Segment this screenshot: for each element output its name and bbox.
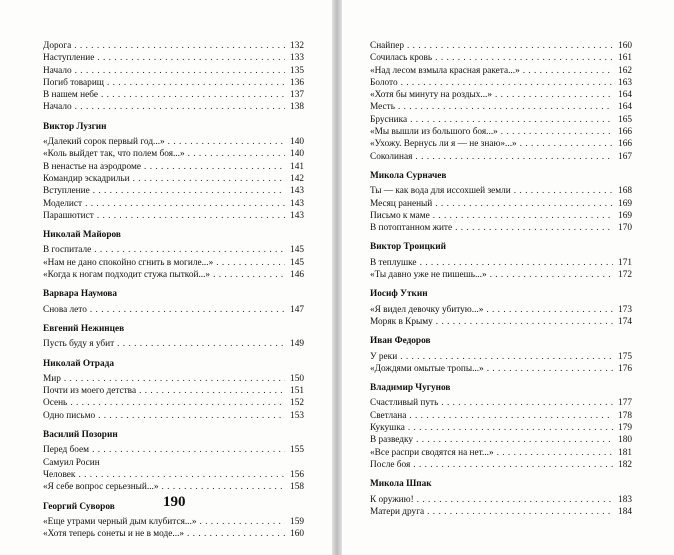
dot-leader — [144, 161, 285, 173]
right-toc-column — [370, 40, 632, 518]
entry-page-number: 141 — [290, 161, 304, 172]
entry-page-number: 166 — [618, 127, 632, 138]
entry-page-number: 168 — [618, 186, 632, 197]
author-heading: Николай Отрада — [43, 358, 114, 369]
author-heading: Микола Сурначев — [370, 170, 447, 181]
toc-entry — [43, 516, 304, 528]
entry-title: Болото — [370, 77, 398, 88]
entry-title: Ты — как вода для иссохшей земли — [370, 186, 511, 197]
dot-leader — [199, 516, 285, 528]
entry-page-number: 165 — [618, 114, 632, 125]
toc-author-block — [43, 358, 304, 422]
entry-title: Месть — [370, 102, 395, 113]
toc-entry — [370, 363, 632, 375]
entry-page-number: 156 — [290, 469, 304, 480]
toc-author-block — [370, 335, 632, 375]
entry-page-number: 177 — [618, 398, 632, 409]
entry-page-number: 182 — [618, 459, 632, 470]
toc-entry — [43, 528, 304, 540]
entry-page-number: 173 — [618, 304, 632, 315]
entry-title: «Хотя бы минуту на роздых...» — [370, 90, 493, 101]
dot-leader — [64, 373, 285, 385]
right-page — [342, 0, 674, 555]
entry-title: Мир — [43, 373, 61, 384]
entry-page-number: 166 — [618, 139, 632, 150]
entry-title: Сочилась кровь — [370, 53, 433, 64]
entry-page-number: 152 — [290, 398, 304, 409]
entry-title: Моряк в Крыму — [370, 316, 433, 327]
dot-leader — [398, 101, 613, 113]
toc-entry — [43, 385, 304, 397]
entry-title: Брусника — [370, 114, 408, 125]
toc-entry — [370, 65, 632, 77]
toc-entry — [370, 422, 632, 434]
toc-entry — [370, 138, 632, 150]
toc-entry — [43, 173, 304, 185]
toc-entry — [43, 457, 304, 469]
dot-leader — [441, 397, 613, 409]
entry-page-number: 162 — [618, 65, 632, 76]
entry-page-number: 133 — [290, 53, 304, 64]
toc-entry — [370, 126, 632, 138]
entry-title: Соколиная — [370, 151, 413, 162]
page-number: 190 — [163, 494, 186, 510]
dot-leader — [85, 198, 285, 210]
dot-leader — [187, 528, 285, 540]
author-heading: Владимир Чугунов — [370, 383, 451, 394]
dot-leader — [93, 185, 285, 197]
dot-leader — [497, 447, 613, 459]
toc-author-block — [370, 382, 632, 471]
toc-entry — [370, 269, 632, 281]
toc-entry — [370, 410, 632, 422]
dot-leader — [98, 410, 285, 422]
entry-title: «Далекий сорок первый год...» — [43, 137, 165, 148]
toc-entry — [370, 198, 632, 210]
entry-page-number: 181 — [618, 447, 632, 458]
dot-leader — [408, 422, 613, 434]
dot-leader — [139, 385, 285, 397]
entry-title: Начало — [43, 65, 72, 76]
toc-entry — [43, 136, 304, 148]
dot-leader — [487, 363, 613, 375]
toc-entry — [43, 161, 304, 173]
entry-page-number: 153 — [290, 410, 304, 421]
entry-title: Одно письмо — [43, 410, 96, 421]
toc-entry — [370, 257, 632, 269]
entry-title: Парашютист — [43, 210, 94, 221]
entry-page-number: 169 — [618, 198, 632, 209]
entry-title: Вступление — [43, 186, 90, 197]
toc-entry — [370, 52, 632, 64]
dot-leader — [486, 304, 613, 316]
entry-page-number: 172 — [618, 270, 632, 281]
toc-entry — [370, 316, 632, 328]
entry-page-number: 164 — [618, 102, 632, 113]
entry-page-number: 147 — [290, 304, 304, 315]
entry-title: Почти из моего детства — [43, 386, 137, 397]
dot-leader — [433, 210, 613, 222]
entry-title: «Дождями омытые тропы...» — [370, 363, 484, 374]
toc-author-block — [43, 40, 304, 114]
toc-author-block — [43, 323, 304, 351]
toc-entry — [370, 101, 632, 113]
entry-page-number: 149 — [290, 339, 304, 350]
entry-page-number: 161 — [618, 53, 632, 64]
entry-title: В потоптанном жите — [370, 223, 453, 234]
dot-leader — [435, 198, 613, 210]
entry-title: Погиб товарищ — [43, 77, 104, 88]
dot-leader — [74, 40, 285, 52]
entry-title: Счастливый путь — [370, 398, 439, 409]
toc-entry — [43, 77, 304, 89]
toc-entry — [370, 494, 632, 506]
entry-title: «Когда к ногам подходит стужа пыткой...» — [43, 270, 211, 281]
entry-title: Осень — [43, 398, 68, 409]
entry-page-number: 176 — [618, 363, 632, 374]
dot-leader — [188, 148, 285, 160]
entry-title: В ненастье на аэродроме — [43, 161, 142, 172]
entry-title: В нашем небе — [43, 90, 98, 101]
dot-leader — [520, 138, 613, 150]
toc-entry — [43, 304, 304, 316]
author-heading: Виктор Лузгин — [43, 121, 107, 132]
entry-page-number: 160 — [290, 529, 304, 540]
entry-title: Перед боем — [43, 445, 90, 456]
entry-title: Пусть буду я убит — [43, 339, 115, 350]
toc-entry — [43, 185, 304, 197]
entry-page-number: 183 — [618, 494, 632, 505]
entry-page-number: 175 — [618, 351, 632, 362]
author-heading: Георгий Суворов — [43, 501, 115, 512]
dot-leader — [413, 459, 613, 471]
entry-page-number: 171 — [618, 257, 632, 268]
dot-leader — [501, 126, 613, 138]
entry-title: В разведку — [370, 435, 414, 446]
dot-leader — [97, 210, 285, 222]
dot-leader — [133, 173, 285, 185]
dot-leader — [523, 65, 613, 77]
toc-author-block — [370, 478, 632, 518]
toc-author-block — [43, 229, 304, 281]
dot-leader — [97, 52, 285, 64]
toc-entry — [370, 506, 632, 518]
toc-entry — [43, 52, 304, 64]
entry-page-number: 145 — [290, 257, 304, 268]
dot-leader — [495, 89, 613, 101]
entry-title: «Хотя теперь сонеты и не в моде...» — [43, 529, 185, 540]
author-heading: Иван Федоров — [370, 336, 431, 347]
entry-title: Моделист — [43, 198, 83, 209]
toc-entry — [43, 397, 304, 409]
entry-title: Месяц раненый — [370, 198, 433, 209]
toc-author-block — [370, 170, 632, 234]
toc-entry — [43, 257, 304, 269]
entry-page-number: 163 — [618, 77, 632, 88]
toc-entry — [370, 459, 632, 471]
entry-title: К оружию! — [370, 494, 414, 505]
toc-entry — [43, 210, 304, 222]
entry-title: Наступление — [43, 53, 95, 64]
entry-title: «Все распри сводятся на нет...» — [370, 447, 494, 458]
dot-leader — [70, 397, 285, 409]
entry-title: «Коль выйдет так, что полем боя...» — [43, 149, 185, 160]
toc-author-block — [43, 121, 304, 222]
entry-title: Матери друга — [370, 506, 425, 517]
author-heading: Варвара Наумова — [43, 289, 118, 300]
entry-page-number: 140 — [290, 137, 304, 148]
toc-entry — [370, 434, 632, 446]
toc-entry — [43, 338, 304, 350]
entry-page-number: 150 — [290, 373, 304, 384]
entry-page-number: 142 — [290, 173, 304, 184]
toc-entry — [370, 77, 632, 89]
entry-title: «Еще утрами черный дым клубится...» — [43, 516, 197, 527]
toc-author-block — [370, 40, 632, 163]
entry-title: Человек — [43, 469, 76, 480]
dot-leader — [415, 151, 613, 163]
toc-entry — [43, 198, 304, 210]
entry-page-number: 137 — [290, 90, 304, 101]
toc-entry — [43, 148, 304, 160]
entry-title: «Я себе вопрос серьезный...» — [43, 482, 159, 493]
author-heading: Василий Позорин — [43, 430, 118, 441]
entry-page-number: 146 — [290, 270, 304, 281]
dot-leader — [78, 469, 285, 481]
toc-entry — [43, 481, 304, 493]
toc-entry — [370, 89, 632, 101]
entry-page-number: 136 — [290, 77, 304, 88]
toc-entry — [43, 373, 304, 385]
author-heading: Евгений Нежинцев — [43, 323, 125, 334]
entry-page-number: 158 — [290, 482, 304, 493]
entry-page-number: 174 — [618, 316, 632, 327]
toc-entry — [43, 469, 304, 481]
toc-entry — [43, 269, 304, 281]
entry-title: У реки — [370, 351, 398, 362]
dot-leader — [101, 89, 285, 101]
dot-leader — [75, 65, 285, 77]
dot-leader — [401, 77, 613, 89]
book-gutter — [332, 0, 342, 555]
dot-leader — [410, 114, 613, 126]
toc-entry — [43, 410, 304, 422]
entry-title: «Над лесом взмыла красная ракета...» — [370, 65, 520, 76]
toc-entry — [370, 185, 632, 197]
toc-author-block — [43, 288, 304, 316]
entry-page-number: 180 — [618, 435, 632, 446]
toc-entry — [370, 114, 632, 126]
dot-leader — [435, 52, 613, 64]
author-heading: Николай Майоров — [43, 230, 121, 241]
dot-leader — [455, 222, 613, 234]
entry-page-number: 178 — [618, 410, 632, 421]
entry-page-number: 159 — [290, 516, 304, 527]
entry-page-number: 138 — [290, 102, 304, 113]
entry-title: Снайпер — [370, 41, 405, 51]
entry-title: «Мы вышли из большого боя...» — [370, 127, 498, 138]
toc-entry — [370, 40, 632, 52]
toc-entry — [43, 101, 304, 113]
dot-leader — [92, 444, 285, 456]
toc-entry — [43, 65, 304, 77]
dot-leader — [162, 481, 285, 493]
entry-title: Самуил Росин — [43, 457, 100, 468]
entry-page-number: 143 — [290, 198, 304, 209]
entry-title: В госпитале — [43, 245, 92, 256]
toc-entry — [370, 351, 632, 363]
entry-title: В теплушке — [370, 257, 417, 268]
entry-title: Командир эскадрильи — [43, 173, 130, 184]
entry-page-number: 151 — [290, 386, 304, 397]
toc-entry — [43, 89, 304, 101]
entry-page-number: 143 — [290, 210, 304, 221]
entry-page-number: 184 — [618, 506, 632, 517]
toc-entry — [370, 222, 632, 234]
entry-title: «Ты давно уже не пишешь...» — [370, 270, 487, 281]
toc-entry — [43, 40, 304, 52]
dot-leader — [420, 257, 613, 269]
dot-leader — [94, 244, 285, 256]
entry-title: Начало — [43, 102, 72, 113]
entry-title: «Ухожу. Вернусь ли я — не знаю»...» — [370, 139, 517, 150]
entry-page-number: 155 — [290, 445, 304, 456]
author-heading: Микола Шпак — [370, 479, 432, 490]
toc-entry — [43, 444, 304, 456]
entry-page-number: 160 — [618, 41, 632, 51]
entry-page-number: 140 — [290, 149, 304, 160]
entry-page-number: 145 — [290, 245, 304, 256]
toc-author-block — [370, 241, 632, 281]
toc-entry — [43, 244, 304, 256]
toc-entry — [370, 210, 632, 222]
dot-leader — [409, 410, 613, 422]
entry-page-number: 167 — [618, 151, 632, 162]
entry-title: После боя — [370, 459, 411, 470]
dot-leader — [490, 269, 613, 281]
dot-leader — [416, 434, 613, 446]
dot-leader — [75, 101, 285, 113]
dot-leader — [213, 269, 285, 281]
dot-leader — [117, 338, 285, 350]
entry-page-number: 132 — [290, 41, 304, 51]
dot-leader — [427, 506, 613, 518]
toc-entry — [370, 151, 632, 163]
author-heading: Виктор Троицкий — [370, 242, 446, 253]
toc-entry — [370, 447, 632, 459]
author-heading: Иосиф Уткин — [370, 289, 428, 300]
dot-leader — [107, 77, 285, 89]
dot-leader — [216, 257, 285, 269]
toc-entry — [370, 397, 632, 409]
toc-author-block — [43, 429, 304, 493]
dot-leader — [407, 40, 613, 52]
dot-leader — [400, 351, 613, 363]
entry-page-number: 170 — [618, 223, 632, 234]
entry-title: «Нам не дано спокойно сгнить в могиле...» — [43, 257, 214, 268]
entry-title: Письмо к маме — [370, 210, 430, 221]
entry-page-number: 135 — [290, 65, 304, 76]
entry-title: Снова лето — [43, 304, 87, 315]
entry-page-number: 179 — [618, 423, 632, 434]
dot-leader — [168, 136, 285, 148]
toc-entry — [370, 304, 632, 316]
entry-title: Светлана — [370, 410, 407, 421]
entry-title: Дорога — [43, 41, 72, 51]
entry-title: «Я видел девочку убитую...» — [370, 304, 484, 315]
dot-leader — [90, 304, 285, 316]
left-page — [0, 0, 332, 555]
left-toc-column — [43, 40, 304, 540]
entry-page-number: 143 — [290, 186, 304, 197]
entry-page-number: 164 — [618, 90, 632, 101]
dot-leader — [514, 185, 613, 197]
entry-page-number: 169 — [618, 210, 632, 221]
dot-leader — [417, 494, 613, 506]
dot-leader — [436, 316, 613, 328]
toc-author-block — [370, 288, 632, 328]
entry-title: Кукушка — [370, 423, 405, 434]
